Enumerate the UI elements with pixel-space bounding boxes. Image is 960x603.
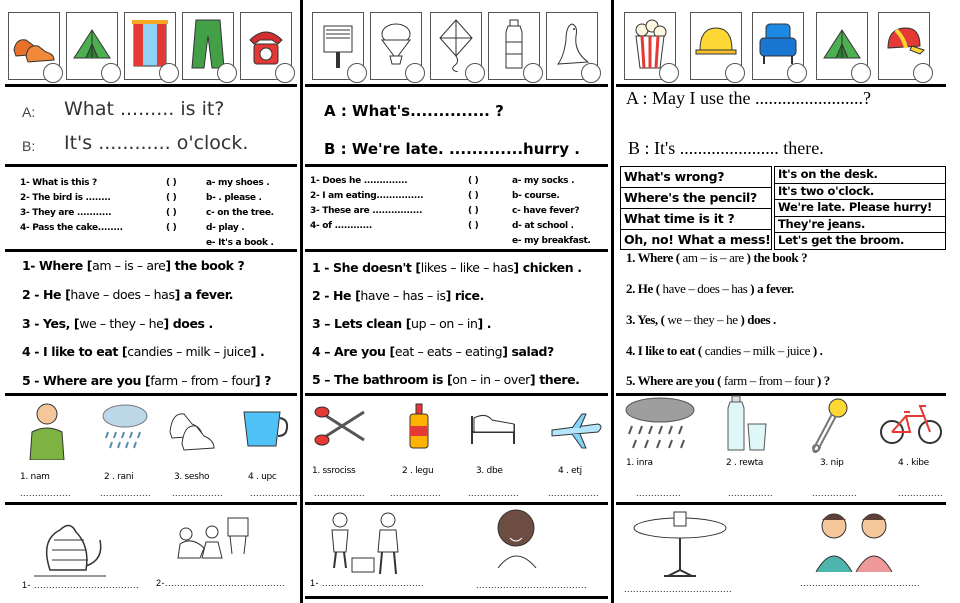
answer-blank[interactable]: .................: [548, 488, 600, 498]
scrambled-word: 3. sesho: [174, 472, 210, 482]
answer-paren[interactable]: ( ): [166, 208, 177, 218]
scrambled-word: 2 . legu: [402, 466, 434, 476]
picture-water-bottle: [488, 12, 540, 80]
row-divider: [5, 164, 297, 167]
row-divider: [305, 596, 608, 599]
row-divider: [616, 502, 946, 505]
table-icon: [628, 508, 732, 580]
choice-question-2: 2. He ( have – does – has ) a fever.: [626, 281, 794, 296]
picture-chair: [752, 12, 804, 80]
row-divider: [305, 249, 608, 252]
answer-blank[interactable]: .................: [172, 488, 224, 498]
scrambled-word: 4 . upc: [248, 472, 277, 482]
row-divider: [305, 84, 608, 87]
choice-question-4: 4. I like to eat ( candies – milk – juice ) .: [626, 343, 823, 358]
dialogue-line-a: A : What's.............. ?: [324, 102, 504, 120]
dialogue-line-b: It's ............ o'clock.: [64, 132, 249, 154]
choice-question-4: 4 - I like to eat [candies – milk – juice] .: [22, 344, 265, 359]
row-divider: [5, 393, 297, 396]
matching-left-item: 1- Does he ..............: [310, 176, 408, 186]
matching-right-item: c- on the tree.: [206, 208, 274, 218]
writing-line-2[interactable]: ........................................: [800, 578, 921, 588]
answer-blank[interactable]: ...............: [728, 488, 774, 498]
dialogue-line-a: What ......... is it?: [64, 98, 225, 120]
rain-cloud-icon: [624, 396, 696, 454]
row-divider: [5, 249, 297, 252]
dialogue-line-a: A : May I use the ........................?: [626, 88, 871, 108]
airplane-icon: [548, 410, 604, 450]
sick-boy-icon: [490, 504, 544, 568]
answer-paren[interactable]: ( ): [468, 206, 479, 216]
phrase-divider: [620, 229, 772, 230]
kids-eating-icon: [806, 506, 902, 572]
speaker-a-label: A:: [22, 104, 36, 120]
choice-question-3: 3 - Yes, [we – they – he] does .: [22, 316, 213, 331]
matching-right-item: b- . please .: [206, 193, 262, 203]
choice-question-3: 3 – Lets clean [up – on – in] .: [312, 316, 492, 331]
picture-popcorn: [624, 12, 676, 80]
picture-shoes: [8, 12, 60, 80]
choice-question-2: 2 - He [have – does – has] a fever.: [22, 287, 234, 302]
matching-left-item: 3- They are ...........: [20, 208, 112, 218]
phrase-right: It's on the desk.: [778, 167, 878, 181]
matching-right-item: e- my breakfast.: [512, 236, 591, 246]
children-playground-icon: [318, 508, 418, 580]
choice-question-1: 1- Where [am – is – are] the book ?: [22, 258, 245, 273]
choice-question-5: 5 – The bathroom is [on – in – over] there.: [312, 372, 580, 387]
answer-paren[interactable]: ( ): [468, 191, 479, 201]
answer-blank[interactable]: .................: [250, 488, 302, 498]
answer-blank[interactable]: .................: [390, 488, 442, 498]
row-divider: [5, 502, 297, 505]
row-divider: [5, 84, 297, 87]
choice-question-1: 1. Where ( am – is – are ) the book ?: [626, 250, 808, 265]
glue-icon: [404, 402, 434, 452]
water-icon: [726, 394, 770, 454]
scrambled-word: 1. inra: [626, 458, 653, 468]
phrase-right: It's two o'clock.: [778, 184, 874, 198]
cup-icon: [240, 408, 292, 452]
dialogue-line-b: B : It's ...................... there.: [628, 138, 824, 158]
matching-right-item: a- my socks .: [512, 176, 575, 186]
column-divider: [300, 0, 303, 603]
phrase-right: We're late. Please hurry!: [778, 200, 932, 214]
writing-line-1[interactable]: 1- ...................................: [22, 580, 140, 590]
answer-blank[interactable]: .................: [314, 488, 366, 498]
scrambled-word: 4 . etj: [558, 466, 582, 476]
row-divider: [616, 84, 946, 87]
safety-pin-icon: [806, 396, 850, 456]
picture-tent: [66, 12, 118, 80]
writing-line-2[interactable]: .....................................: [476, 580, 588, 590]
row-divider: [305, 393, 608, 396]
children-playing-icon: [172, 514, 252, 564]
phrase-divider: [620, 208, 772, 209]
matching-right-item: b- course.: [512, 191, 560, 201]
matching-right-item: c- have fever?: [512, 206, 580, 216]
picture-cap: [878, 12, 930, 80]
scrambled-word: 3. dbe: [476, 466, 503, 476]
phrase-left: Oh, no! What a mess!: [624, 232, 771, 247]
matching-left-item: 4- Pass the cake........: [20, 223, 123, 233]
matching-right-item: d- at school .: [512, 221, 574, 231]
phrase-right: They're jeans.: [778, 217, 866, 231]
answer-blank[interactable]: ...............: [898, 488, 944, 498]
choice-question-1: 1 - She doesn't [likes – like – has] chicken .: [312, 260, 582, 275]
scrambled-word: 2 . rani: [104, 472, 134, 482]
scrambled-word: 4 . kibe: [898, 458, 929, 468]
picture-kite: [430, 12, 482, 80]
picture-mailbox: [312, 12, 364, 80]
answer-paren[interactable]: ( ): [166, 223, 177, 233]
answer-paren[interactable]: ( ): [166, 193, 177, 203]
answer-blank[interactable]: ...............: [636, 488, 682, 498]
phrase-divider: [620, 187, 772, 188]
matching-left-item: 4- of ............: [310, 221, 372, 231]
writing-line-2[interactable]: 2-........................................: [156, 578, 286, 588]
scrambled-word: 1. nam: [20, 472, 50, 482]
picture-window: [124, 12, 176, 80]
phrase-left: Where's the pencil?: [624, 190, 757, 205]
answer-blank[interactable]: .................: [468, 488, 520, 498]
matching-left-item: 2- The bird is ........: [20, 193, 111, 203]
matching-right-item: e- It's a book .: [206, 238, 274, 248]
answer-blank[interactable]: .................: [100, 488, 152, 498]
matching-right-item: a- my shoes .: [206, 178, 270, 188]
choice-question-5: 5. Where are you ( farm – from – four ) ?: [626, 373, 830, 388]
choice-question-5: 5 - Where are you [farm – from – four] ?: [22, 373, 271, 388]
rain-icon: [100, 402, 150, 452]
answer-paren[interactable]: ( ): [468, 176, 479, 186]
phrase-left: What's wrong?: [624, 169, 725, 184]
picture-ice-cream: [370, 12, 422, 80]
choice-question-3: 3. Yes, ( we – they – he ) does .: [626, 312, 776, 327]
scrambled-word: 1. ssrociss: [312, 466, 356, 476]
answer-paren[interactable]: ( ): [166, 178, 177, 188]
dialogue-line-b: B : We're late. .............hurry .: [324, 140, 580, 158]
phrase-left: What time is it ?: [624, 211, 735, 226]
picture-tent-2: [816, 12, 868, 80]
man-icon: [22, 400, 72, 460]
scrambled-word: 2 . rewta: [726, 458, 764, 468]
shoes-outline-icon: [166, 402, 218, 452]
writing-line-1[interactable]: 1- ..................................: [310, 578, 425, 588]
row-divider: [305, 164, 608, 167]
speaker-b-label: B:: [22, 138, 36, 154]
picture-seal: [546, 12, 598, 80]
matching-left-item: 1- What is this ?: [20, 178, 97, 188]
matching-left-item: 2- I am eating...............: [310, 191, 424, 201]
cat-icon: [30, 510, 110, 580]
matching-right-item: d- play .: [206, 223, 245, 233]
scissors-icon: [314, 404, 370, 448]
picture-pants: [182, 12, 234, 80]
choice-question-2: 2 - He [have – has – is] rice.: [312, 288, 484, 303]
row-divider: [305, 502, 608, 505]
picture-telephone: [240, 12, 292, 80]
phrase-right: Let's get the broom.: [778, 233, 905, 247]
column-divider: [611, 0, 614, 603]
answer-blank[interactable]: ...............: [812, 488, 858, 498]
answer-paren[interactable]: ( ): [468, 221, 479, 231]
scrambled-word: 3. nip: [820, 458, 844, 468]
bike-icon: [880, 398, 942, 448]
picture-helmet: [690, 12, 742, 80]
bed-icon: [468, 404, 518, 448]
matching-left-item: 3- These are ................: [310, 206, 423, 216]
choice-question-4: 4 – Are you [eat – eats – eating] salad?: [312, 344, 554, 359]
answer-blank[interactable]: .................: [20, 488, 72, 498]
writing-line-1[interactable]: ....................................: [624, 584, 733, 594]
